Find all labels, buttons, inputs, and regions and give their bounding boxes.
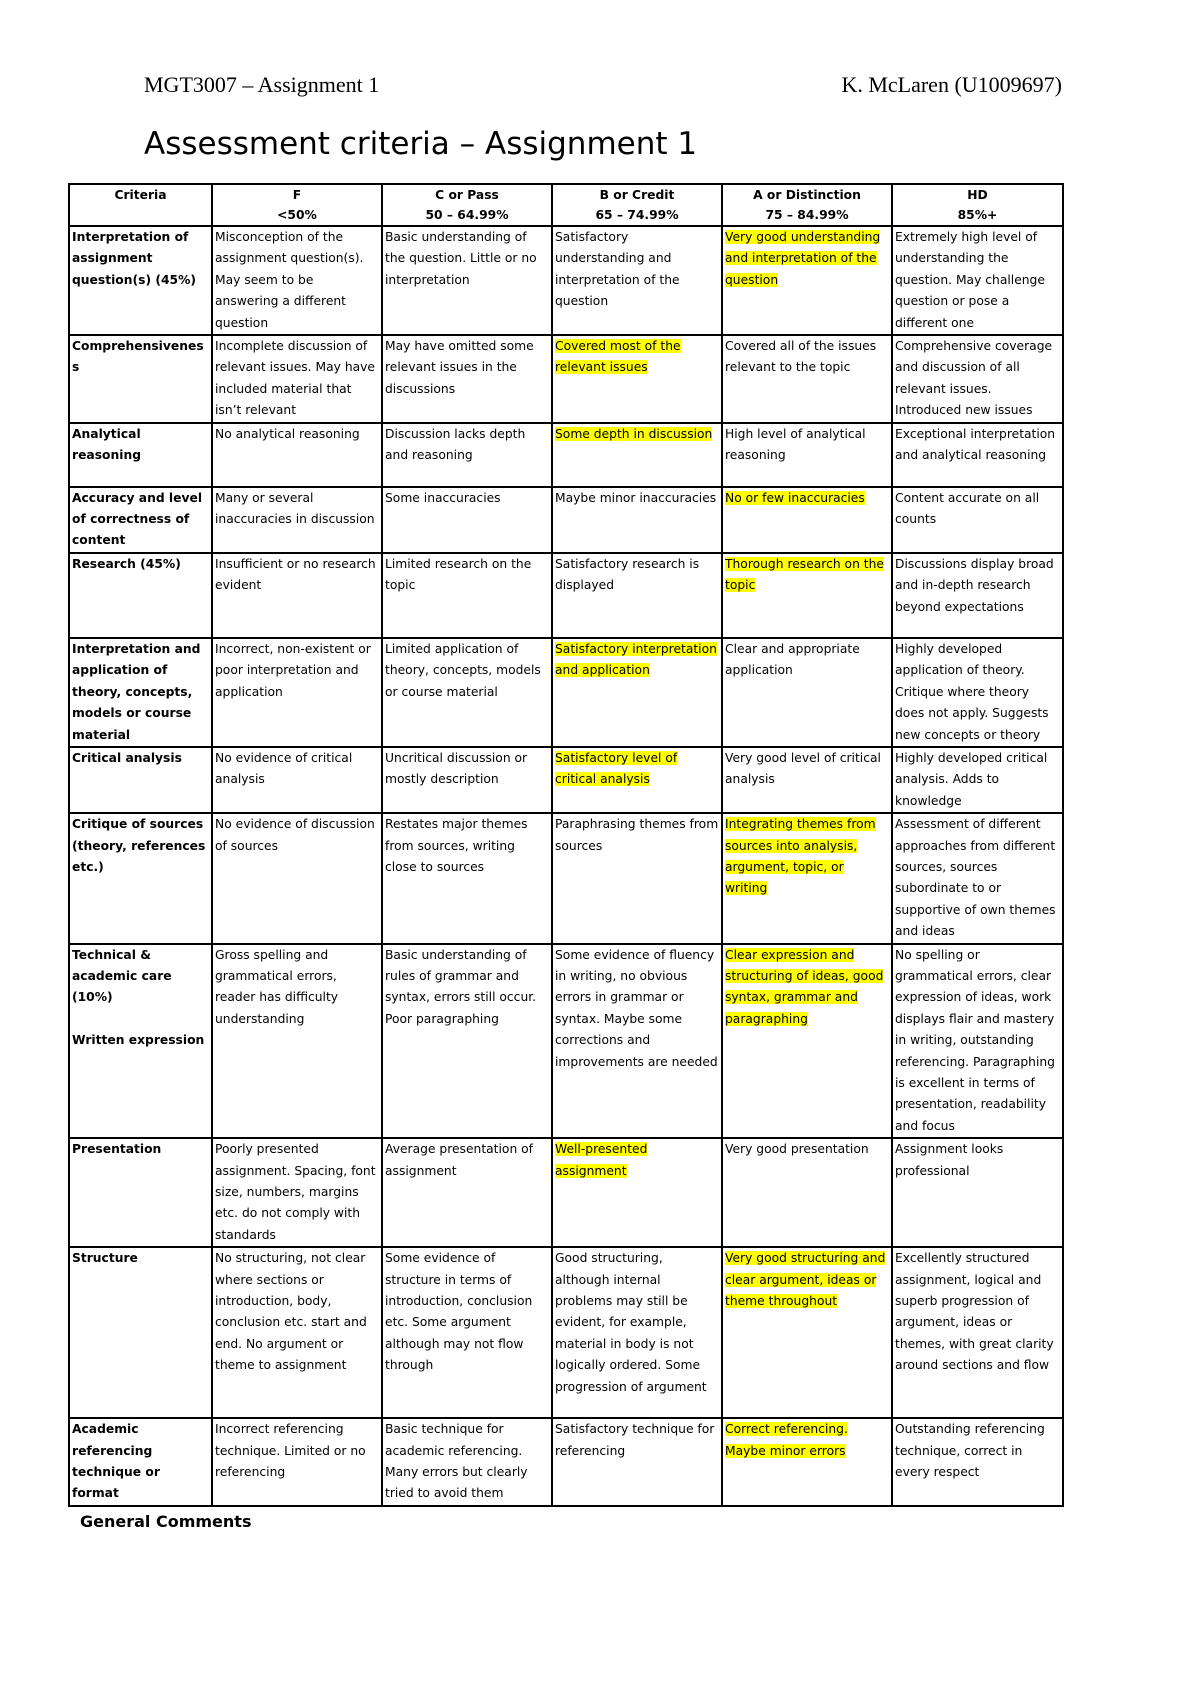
table-row (69, 423, 1063, 487)
highlighted-grade-text: Some depth in discussion (555, 426, 713, 441)
grade-c-cell: Discussion lacks depth and reasoning (382, 423, 552, 487)
criteria-cell (69, 944, 212, 1139)
grade-c-cell: May have omitted some relevant issues in the discussions (382, 335, 552, 423)
table-header-row (69, 184, 1063, 226)
grade-a-cell (722, 944, 892, 1139)
highlighted-grade-text: Integrating themes from sources into analysis, argument, topic, or writing (725, 817, 876, 896)
grade-b-cell (552, 1138, 722, 1247)
document-header-student: K. McLaren (U1009697) (841, 72, 1062, 97)
grade-hd-cell: Discussions display broad and in-depth research beyond expectations (892, 553, 1063, 638)
highlighted-grade-text: Satisfactory level of critical analysis (555, 750, 678, 787)
grade-hd-cell: Assessment of different approaches from different sources, sources subordinate to or supportive of own themes and ideas (892, 813, 1063, 943)
document-header-course: MGT3007 – Assignment 1 (144, 72, 380, 97)
grade-hd-cell: Highly developed application of theory. Critique where theory does not apply. Suggests new concepts or theory (892, 638, 1063, 747)
grade-hd-cell: No spelling or grammatical errors, clear expression of ideas, work displays flair and mastery in writing, outstanding referencing. Paragraphing is excellent in terms of presentation, readability and focus (892, 944, 1063, 1139)
grade-a-cell (722, 553, 892, 638)
grade-a-cell: Very good level of critical analysis (722, 747, 892, 813)
grade-hd-cell: Assignment looks professional (892, 1138, 1063, 1247)
grade-hd-cell: Excellently structured assignment, logical and superb progression of argument, ideas or themes, with great clarity around sections and flow (892, 1247, 1063, 1418)
highlighted-grade-text: Thorough research on the topic (725, 556, 884, 593)
column-header-criteria: Criteria (69, 184, 212, 226)
grade-f-cell: No evidence of critical analysis (212, 747, 382, 813)
criteria-cell: Comprehensiveness (69, 335, 212, 423)
grade-f-cell: Incorrect, non-existent or poor interpretation and application (212, 638, 382, 747)
grade-f-cell: Incorrect referencing technique. Limited or no referencing (212, 1418, 382, 1506)
table-row (69, 553, 1063, 638)
grade-b-cell: Satisfactory technique for referencing (552, 1418, 722, 1506)
highlighted-grade-text: Well-presented assignment (555, 1142, 648, 1178)
grade-hd-cell: Comprehensive coverage and discussion of all relevant issues. Introduced new issues (892, 335, 1063, 423)
grade-c-cell: Basic technique for academic referencing. Many errors but clearly tried to avoid them (382, 1418, 552, 1506)
grade-b-cell: Paraphrasing themes from sources (552, 813, 722, 943)
grade-c-cell: Some evidence of structure in terms of introduction, conclusion etc. Some argument although may not flow through (382, 1247, 552, 1418)
table-row (69, 1138, 1063, 1247)
general-comments-heading: General Comments (80, 1512, 252, 1531)
column-header-c: C or Pass 50 – 64.99% (382, 184, 552, 226)
grade-hd-cell: Highly developed critical analysis. Adds to knowledge (892, 747, 1063, 813)
column-header-a: A or Distinction 75 – 84.99% (722, 184, 892, 226)
criteria-cell: Analytical reasoning (69, 423, 212, 487)
criteria-cell: Accuracy and level of correctness of content (69, 487, 212, 553)
grade-a-cell (722, 487, 892, 553)
criteria-cell: Interpretation and application of theory, concepts, models or course material (69, 638, 212, 747)
table-row (69, 944, 1063, 1139)
grade-f-cell: Many or several inaccuracies in discussion (212, 487, 382, 553)
criteria-cell: Interpretation of assignment question(s) (45%) (69, 226, 212, 335)
highlighted-grade-text: Covered most of the relevant issues (555, 339, 681, 375)
grade-c-cell: Basic understanding of the question. Little or no interpretation (382, 226, 552, 335)
table-row (69, 747, 1063, 813)
grade-b-cell (552, 747, 722, 813)
column-header-b: B or Credit 65 – 74.99% (552, 184, 722, 226)
grade-a-cell: Very good presentation (722, 1138, 892, 1247)
page-title: Assessment criteria – Assignment 1 (144, 126, 698, 162)
column-header-f: F <50% (212, 184, 382, 226)
grade-a-cell (722, 813, 892, 943)
table-row (69, 638, 1063, 747)
grade-b-cell (552, 423, 722, 487)
grade-c-cell: Some inaccuracies (382, 487, 552, 553)
grade-b-cell: Some evidence of fluency in writing, no obvious errors in grammar or syntax. Maybe some corrections and improvements are needed (552, 944, 722, 1139)
criteria-subtitle: Written expression (72, 1032, 205, 1047)
table-row (69, 1418, 1063, 1506)
grade-f-cell: No evidence of discussion of sources (212, 813, 382, 943)
grade-b-cell: Maybe minor inaccuracies (552, 487, 722, 553)
grade-f-cell: Poorly presented assignment. Spacing, font size, numbers, margins etc. do not comply with standards (212, 1138, 382, 1247)
grade-f-cell: Insufficient or no research evident (212, 553, 382, 638)
highlighted-grade-text: Very good structuring and clear argument, ideas or theme throughout (725, 1251, 886, 1309)
table-row (69, 226, 1063, 335)
grade-b-cell (552, 335, 722, 423)
grade-b-cell: Satisfactory research is displayed (552, 553, 722, 638)
table-row (69, 1247, 1063, 1418)
grade-hd-cell: Extremely high level of understanding the question. May challenge question or pose a different one (892, 226, 1063, 335)
table-row (69, 813, 1063, 943)
grade-a-cell: Covered all of the issues relevant to the topic (722, 335, 892, 423)
grade-b-cell: Satisfactory understanding and interpretation of the question (552, 226, 722, 335)
grade-hd-cell: Exceptional interpretation and analytical reasoning (892, 423, 1063, 487)
criteria-cell: Critique of sources (theory, references etc.) (69, 813, 212, 943)
grade-b-cell: Good structuring, although internal problems may still be evident, for example, material in body is not logically ordered. Some progression of argument (552, 1247, 722, 1418)
grade-b-cell (552, 638, 722, 747)
highlighted-grade-text: Satisfactory interpretation and application (555, 641, 717, 678)
criteria-cell: Structure (69, 1247, 212, 1418)
grade-c-cell: Limited application of theory, concepts, models or course material (382, 638, 552, 747)
grade-f-cell: Gross spelling and grammatical errors, reader has difficulty understanding (212, 944, 382, 1139)
highlighted-grade-text: No or few inaccuracies (725, 490, 865, 505)
highlighted-grade-text: Very good understanding and interpretation of the question (725, 230, 881, 287)
grade-f-cell: No structuring, not clear where sections or introduction, body, conclusion etc. start and end. No argument or theme to assignment (212, 1247, 382, 1418)
table-row (69, 487, 1063, 553)
grade-hd-cell: Outstanding referencing technique, correct in every respect (892, 1418, 1063, 1506)
criteria-cell: Critical analysis (69, 747, 212, 813)
grade-f-cell: Misconception of the assignment question(s). May seem to be answering a different question (212, 226, 382, 335)
grade-c-cell: Restates major themes from sources, writing close to sources (382, 813, 552, 943)
grade-c-cell: Basic understanding of rules of grammar and syntax, errors still occur. Poor paragraphing (382, 944, 552, 1139)
column-header-hd: HD 85%+ (892, 184, 1063, 226)
criteria-cell: Research (45%) (69, 553, 212, 638)
criteria-cell: Presentation (69, 1138, 212, 1247)
grade-f-cell: Incomplete discussion of relevant issues. May have included material that isn’t relevant (212, 335, 382, 423)
grade-c-cell: Limited research on the topic (382, 553, 552, 638)
grade-c-cell: Average presentation of assignment (382, 1138, 552, 1247)
criteria-cell: Academic referencing technique or format (69, 1418, 212, 1506)
assessment-criteria-table (68, 183, 1064, 1507)
grade-c-cell: Uncritical discussion or mostly description (382, 747, 552, 813)
criteria-title: Technical & academic care (10%) (72, 947, 172, 1005)
grade-a-cell: High level of analytical reasoning (722, 423, 892, 487)
grade-a-cell (722, 226, 892, 335)
grade-hd-cell: Content accurate on all counts (892, 487, 1063, 553)
table-row (69, 335, 1063, 423)
grade-a-cell: Clear and appropriate application (722, 638, 892, 747)
grade-f-cell: No analytical reasoning (212, 423, 382, 487)
highlighted-grade-text: Correct referencing. Maybe minor errors (725, 1422, 848, 1458)
grade-a-cell (722, 1247, 892, 1418)
grade-a-cell (722, 1418, 892, 1506)
highlighted-grade-text: Clear expression and structuring of ideas, good syntax, grammar and paragraphing (725, 947, 884, 1026)
